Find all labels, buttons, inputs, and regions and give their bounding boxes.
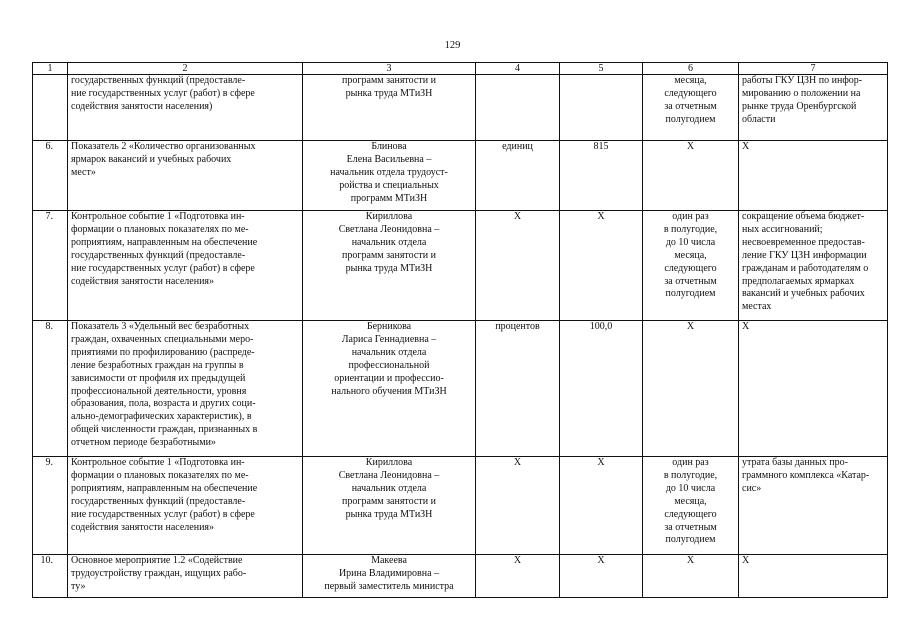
- cell-line: формации о плановых показателях по ме-: [71, 469, 249, 481]
- event-name-cell: [68, 211, 303, 321]
- table-row: [33, 457, 888, 555]
- cell-line: несвоевременное предостав-: [742, 236, 865, 248]
- cell-line: за отчетным: [664, 275, 717, 287]
- cell-line: в полугодие,: [663, 223, 718, 235]
- cell-line: Х: [686, 141, 695, 152]
- event-name-cell: [68, 75, 303, 141]
- cell-line: полугодием: [665, 534, 716, 546]
- cell-line: 815: [593, 141, 609, 152]
- deadline-cell: [643, 211, 739, 321]
- cell-line: местах: [742, 301, 772, 313]
- cell-line: начальник отдела: [351, 236, 427, 248]
- cell-line: формации о плановых показателях по ме-: [71, 223, 249, 235]
- cell-line: начальник отдела: [351, 482, 427, 494]
- cell-line: Х: [742, 555, 750, 566]
- cell-line: сокращение объема бюджет-: [742, 211, 865, 222]
- cell-line: Х: [686, 321, 695, 332]
- cell-line: содействия занятости населения): [71, 100, 213, 112]
- cell-line: Х: [597, 211, 605, 222]
- column-header: 7: [739, 63, 888, 75]
- cell-line: Х: [513, 211, 522, 222]
- event-name-cell: [68, 321, 303, 457]
- cell-line: следующего: [664, 262, 717, 274]
- cell-line: общей численности граждан, признанных в: [71, 424, 258, 436]
- cell-line: ние государственных услуг (работ) в сфере: [71, 262, 255, 274]
- cell-line: до 10 числа: [665, 482, 716, 494]
- cell-line: Х: [513, 555, 522, 566]
- cell-line: вакансий и учебных рабочих: [742, 288, 865, 300]
- row-number-cell: 6.: [33, 141, 68, 211]
- cell-line: следующего: [664, 508, 717, 520]
- cell-line: программ МТиЗН: [350, 192, 428, 204]
- cell-line: роприятиям, направленным на обеспечение: [71, 236, 258, 248]
- column-header: 3: [303, 63, 476, 75]
- risk-cell: [739, 211, 888, 321]
- deadline-cell: [643, 457, 739, 555]
- cell-line: предполагаемых ярмарках: [742, 275, 855, 287]
- cell-line: рынка труда МТиЗН: [345, 87, 433, 99]
- cell-line: приятиями по профилированию (распреде-: [71, 346, 255, 358]
- cell-line: рынка труда МТиЗН: [345, 508, 433, 520]
- cell-line: Основное мероприятие 1.2 «Содействие: [71, 555, 243, 566]
- cell-line: за отчетным: [664, 521, 717, 533]
- row-number-cell: 7.: [33, 211, 68, 321]
- event-name-cell: [68, 457, 303, 555]
- responsible-cell: [303, 211, 476, 321]
- unit-cell: [476, 75, 560, 141]
- unit-cell: [476, 321, 560, 457]
- cell-line: программ занятости и: [342, 249, 436, 261]
- cell-line: Х: [513, 457, 522, 468]
- column-number-row: [33, 63, 888, 75]
- cell-line: Лариса Геннадиевна –: [341, 333, 437, 345]
- cell-line: один раз: [672, 457, 709, 468]
- cell-line: Х: [742, 141, 750, 152]
- cell-line: 100,0: [589, 321, 613, 332]
- responsible-cell: [303, 321, 476, 457]
- cell-line: ориентации и профессио-: [334, 372, 444, 384]
- row-number-cell: 10.: [33, 555, 68, 598]
- risk-cell: [739, 555, 888, 598]
- cell-line: утрата базы данных про-: [742, 457, 848, 468]
- cell-line: трудоустройству граждан, ищущих рабо-: [71, 567, 247, 579]
- deadline-cell: [643, 141, 739, 211]
- unit-cell: [476, 555, 560, 598]
- cell-line: один раз: [672, 211, 709, 222]
- cell-line: Контрольное событие 1 «Подготовка ин-: [71, 457, 245, 468]
- cell-line: Елена Васильевна –: [346, 153, 432, 165]
- value-cell: [560, 457, 643, 555]
- cell-line: процентов: [495, 321, 540, 332]
- row-number-cell: 9.: [33, 457, 68, 555]
- cell-line: следующего: [664, 87, 717, 99]
- cell-line: граждан, охваченных специальными меро-: [71, 333, 254, 345]
- cell-line: содействия занятости населения»: [71, 521, 215, 533]
- cell-line: Светлана Леонидовна –: [338, 223, 440, 235]
- deadline-cell: [643, 321, 739, 457]
- page-number: 129: [444, 40, 461, 51]
- column-header: 2: [68, 63, 303, 75]
- cell-line: рынка труда МТиЗН: [345, 262, 433, 274]
- cell-line: государственных функций (предоставле-: [71, 249, 246, 261]
- event-name-cell: [68, 555, 303, 598]
- cell-line: до 10 числа: [665, 236, 716, 248]
- cell-line: рынке труда Оренбургской: [742, 100, 857, 112]
- unit-cell: [476, 211, 560, 321]
- cell-line: государственных функций (предоставле-: [71, 495, 246, 507]
- table-row: [33, 321, 888, 457]
- risk-cell: [739, 321, 888, 457]
- cell-line: программ занятости и: [342, 75, 436, 86]
- unit-cell: [476, 457, 560, 555]
- table-row: [33, 211, 888, 321]
- risk-cell: [739, 75, 888, 141]
- plan-table: [32, 62, 888, 598]
- cell-line: начальник отдела трудоуст-: [330, 166, 448, 178]
- cell-line: ление безработных граждан на группы в: [71, 359, 244, 371]
- value-cell: [560, 75, 643, 141]
- value-cell: [560, 211, 643, 321]
- cell-line: полугодием: [665, 288, 716, 300]
- cell-line: в полугодие,: [663, 469, 718, 481]
- responsible-cell: [303, 555, 476, 598]
- cell-line: Показатель 2 «Количество организованных: [71, 141, 256, 152]
- cell-line: работы ГКУ ЦЗН по инфор-: [742, 75, 863, 86]
- responsible-cell: [303, 75, 476, 141]
- responsible-cell: [303, 141, 476, 211]
- cell-line: Х: [597, 457, 605, 468]
- risk-cell: [739, 141, 888, 211]
- cell-line: области: [742, 113, 776, 125]
- cell-line: ние государственных услуг (работ) в сфере: [71, 508, 255, 520]
- cell-line: первый заместитель министра: [324, 580, 454, 592]
- column-header: 6: [643, 63, 739, 75]
- cell-line: нального обучения МТиЗН: [331, 385, 447, 397]
- value-cell: [560, 555, 643, 598]
- cell-line: ально-демографических характеристик), в: [71, 411, 252, 423]
- column-header: 5: [560, 63, 643, 75]
- cell-line: Х: [742, 321, 750, 332]
- cell-line: ройства и специальных: [339, 179, 439, 191]
- cell-line: ных ассигнований;: [742, 223, 823, 235]
- row-number-cell: 8.: [33, 321, 68, 457]
- cell-line: Х: [686, 555, 695, 566]
- cell-line: месяца,: [674, 75, 707, 86]
- risk-cell: [739, 457, 888, 555]
- cell-line: полугодием: [665, 113, 716, 125]
- event-name-cell: [68, 141, 303, 211]
- cell-line: ту»: [71, 580, 86, 592]
- cell-line: ление ГКУ ЦЗН информации: [742, 249, 867, 261]
- deadline-cell: [643, 555, 739, 598]
- cell-line: Макеева: [371, 555, 407, 566]
- row-number-cell: [33, 75, 68, 141]
- responsible-cell: [303, 457, 476, 555]
- cell-line: программ занятости и: [342, 495, 436, 507]
- cell-line: Блинова: [371, 141, 407, 152]
- table-row: [33, 141, 888, 211]
- column-header: 4: [476, 63, 560, 75]
- unit-cell: [476, 141, 560, 211]
- cell-line: мированию о положении на: [742, 87, 861, 99]
- cell-line: Кириллова: [365, 211, 413, 222]
- cell-line: сис»: [742, 482, 762, 494]
- cell-line: профессиональной: [348, 359, 430, 371]
- cell-line: Берникова: [366, 321, 412, 332]
- cell-line: Ирина Владимировна –: [338, 567, 440, 579]
- cell-line: граммного комплекса «Катар-: [742, 469, 870, 481]
- cell-line: месяца,: [674, 495, 707, 507]
- cell-line: государственных функций (предоставле-: [71, 75, 246, 86]
- deadline-cell: [643, 75, 739, 141]
- cell-line: Кириллова: [365, 457, 413, 468]
- table-row: [33, 75, 888, 141]
- cell-line: Светлана Леонидовна –: [338, 469, 440, 481]
- cell-line: образования, пола, возраста и других соци-: [71, 398, 256, 410]
- cell-line: единиц: [502, 141, 533, 152]
- table-row: [33, 555, 888, 598]
- cell-line: мест»: [71, 166, 96, 178]
- cell-line: отчетном периоде безработными»: [71, 437, 216, 449]
- cell-line: профессиональной деятельности, уровня: [71, 385, 247, 397]
- cell-line: начальник отдела: [351, 346, 427, 358]
- cell-line: месяца,: [674, 249, 707, 261]
- cell-line: за отчетным: [664, 100, 717, 112]
- cell-line: ярмарок вакансий и учебных рабочих: [71, 153, 232, 165]
- cell-line: гражданам и работодателям о: [742, 262, 869, 274]
- cell-line: содействия занятости населения»: [71, 275, 215, 287]
- value-cell: [560, 141, 643, 211]
- cell-line: Контрольное событие 1 «Подготовка ин-: [71, 211, 245, 222]
- cell-line: зависимости от профиля их предыдущей: [71, 372, 246, 384]
- cell-line: роприятиям, направленным на обеспечение: [71, 482, 258, 494]
- cell-line: Показатель 3 «Удельный вес безработных: [71, 321, 250, 332]
- cell-line: Х: [597, 555, 605, 566]
- cell-line: ние государственных услуг (работ) в сфере: [71, 87, 255, 99]
- value-cell: [560, 321, 643, 457]
- column-header: 1: [33, 63, 68, 75]
